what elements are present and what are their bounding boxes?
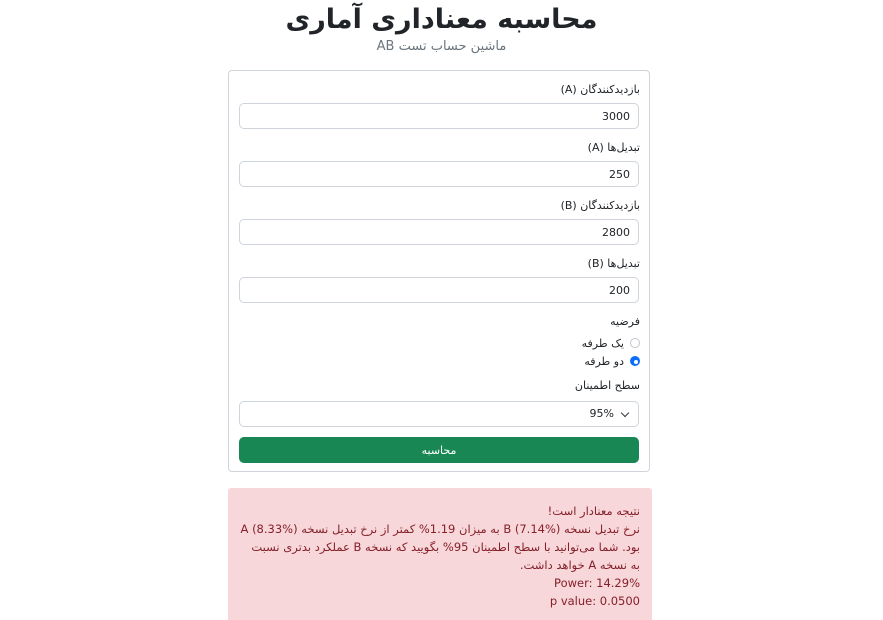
hypothesis-label: فرضیه xyxy=(610,315,640,328)
calculator-form xyxy=(228,70,650,472)
conversions-a-input[interactable] xyxy=(239,161,639,187)
visitors-b-input[interactable] xyxy=(239,219,639,245)
two-tailed-radio[interactable] xyxy=(630,356,640,366)
one-tailed-option[interactable] xyxy=(582,336,640,350)
visitors-a-input[interactable] xyxy=(239,103,639,129)
calculate-button[interactable]: محاسبه xyxy=(239,437,639,463)
conversions-b-label: تبدیل‌ها (B) xyxy=(587,257,640,270)
result-description: نرخ تبدیل نسخه B (7.14%) به میزان 1.19% کمتر از نرخ تبدیل نسخه A (8.33%) بود. شما می‌توانید با سطح اطمینان 95% بگویید که نسخه B عملکرد بدتری نسبت به نسخه A خواهد داشت. xyxy=(240,522,640,572)
result-alert xyxy=(228,488,652,620)
visitors-b-label: بازدیدکنندگان (B) xyxy=(560,199,640,212)
p-value: p value: 0.0500 xyxy=(549,594,640,608)
chevron-down-icon xyxy=(621,409,629,417)
power-value: Power: 14.29% xyxy=(554,576,640,590)
confidence-select[interactable] xyxy=(239,401,639,427)
page-title: محاسبه معناداری آماری xyxy=(285,4,598,35)
confidence-select-value: 95% xyxy=(589,407,614,420)
result-heading: نتیجه معنادار است! xyxy=(547,504,640,518)
conversions-a-label: تبدیل‌ها (A) xyxy=(587,141,640,154)
confidence-label: سطح اطمینان xyxy=(574,379,640,392)
page-subtitle: ماشین حساب تست AB xyxy=(376,39,507,54)
two-tailed-label: دو طرفه xyxy=(584,354,624,368)
two-tailed-option[interactable] xyxy=(584,354,640,368)
visitors-a-label: بازدیدکنندگان (A) xyxy=(560,83,640,96)
one-tailed-radio[interactable] xyxy=(630,338,640,348)
one-tailed-label: یک طرفه xyxy=(581,336,624,350)
conversions-b-input[interactable] xyxy=(239,277,639,303)
